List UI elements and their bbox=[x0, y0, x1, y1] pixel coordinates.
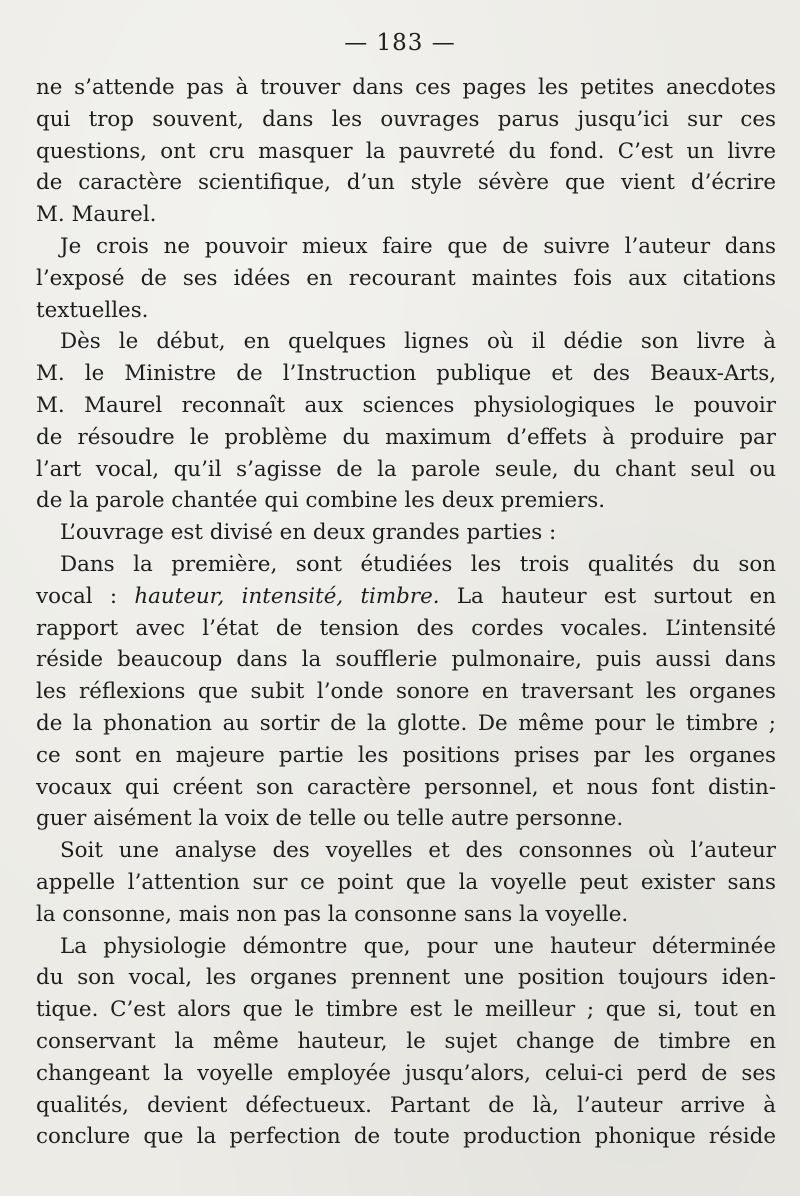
paragraph-start-line: Dans la première, sont étudiées les trois qualités du son bbox=[60, 551, 776, 577]
text-line: M. Maurel. bbox=[36, 202, 157, 228]
italic-term-timbre: timbre. bbox=[360, 583, 440, 609]
text-line-with-italics bbox=[36, 581, 776, 613]
text-line: les réflexions que subit l’onde sonore en traversant les organes bbox=[36, 679, 776, 705]
text-line: guer aisément la voix de telle ou telle autre personne. bbox=[36, 806, 624, 832]
text-line: rapport avec l’état de tension des cordes vocales. L’intensité bbox=[36, 615, 776, 641]
text-line: de la parole chantée qui combine les deux premiers. bbox=[36, 488, 606, 514]
text-line: M. Maurel reconnaît aux sciences physiologiques le pouvoir bbox=[36, 392, 776, 418]
paragraph-start-line: Je crois ne pouvoir mieux faire que de suivre l’auteur dans bbox=[60, 233, 776, 259]
text-line: conservant la même hauteur, le sujet change de timbre en bbox=[36, 1028, 776, 1054]
paragraph-start-line: La physiologie démontre que, pour une hauteur déterminée bbox=[60, 933, 776, 959]
text-line: changeant la voyelle employée jusqu’alors, celui-ci perd de ses bbox=[36, 1060, 776, 1086]
text-line: textuelles. bbox=[36, 297, 149, 323]
text-line: questions, ont cru masquer la pauvreté du fond. C’est un livre bbox=[36, 138, 776, 164]
italic-term-intensite: intensité, bbox=[241, 583, 344, 609]
text-line: de caractère scientifique, d’un style sévère que vient d’écrire bbox=[36, 170, 776, 196]
text-segment: La hauteur est surtout en bbox=[439, 583, 776, 609]
text-line: réside beaucoup dans la soufflerie pulmonaire, puis aussi dans bbox=[36, 647, 776, 673]
text-line: M. le Ministre de l’Instruction publique et des Beaux-Arts, bbox=[36, 361, 776, 387]
text-segment bbox=[343, 584, 360, 609]
text-line: ce sont en majeure partie les positions prises par les organes bbox=[36, 742, 776, 768]
body-text bbox=[36, 72, 776, 1153]
page-number: — 183 — bbox=[344, 30, 456, 56]
text-line: de la phonation au sortir de la glotte. De même pour le timbre ; bbox=[36, 710, 776, 736]
text-line: du son vocal, les organes prennent une position toujours iden- bbox=[36, 965, 776, 991]
text-line: qui trop souvent, dans les ouvrages parus jusqu’ici sur ces bbox=[36, 106, 776, 132]
paragraph-start-line: Dès le début, en quelques lignes où il dédie son livre à bbox=[60, 329, 776, 355]
text-line: de résoudre le problème du maximum d’effets à produire par bbox=[36, 424, 776, 450]
text-line: la consonne, mais non pas la consonne sans la voyelle. bbox=[36, 901, 629, 927]
text-line: appelle l’attention sur ce point que la voyelle peut exister sans bbox=[36, 869, 776, 895]
text-line: conclure que la perfection de toute production phonique réside bbox=[36, 1124, 776, 1150]
text-segment bbox=[224, 584, 241, 609]
text-line: qualités, devient défectueux. Partant de là, l’auteur arrive à bbox=[36, 1092, 776, 1118]
text-line: l’exposé de ses idées en recourant maintes fois aux citations bbox=[36, 265, 776, 291]
text-line: vocaux qui créent son caractère personnel, et nous font distin- bbox=[36, 774, 776, 800]
italic-term-hauteur: hauteur, bbox=[134, 583, 225, 609]
text-line: l’art vocal, qu’il s’agisse de la parole seule, du chant seul ou bbox=[36, 456, 776, 482]
text-line: ne s’attende pas à trouver dans ces pages les petites anecdotes bbox=[36, 75, 776, 100]
text-line: tique. C’est alors que le timbre est le meilleur ; que si, tout en bbox=[36, 997, 776, 1023]
paragraph-start-line: L’ouvrage est divisé en deux grandes parties : bbox=[60, 520, 557, 546]
text-segment: vocal : bbox=[36, 583, 135, 609]
paragraph-start-line: Soit une analyse des voyelles et des consonnes où l’auteur bbox=[60, 838, 776, 864]
